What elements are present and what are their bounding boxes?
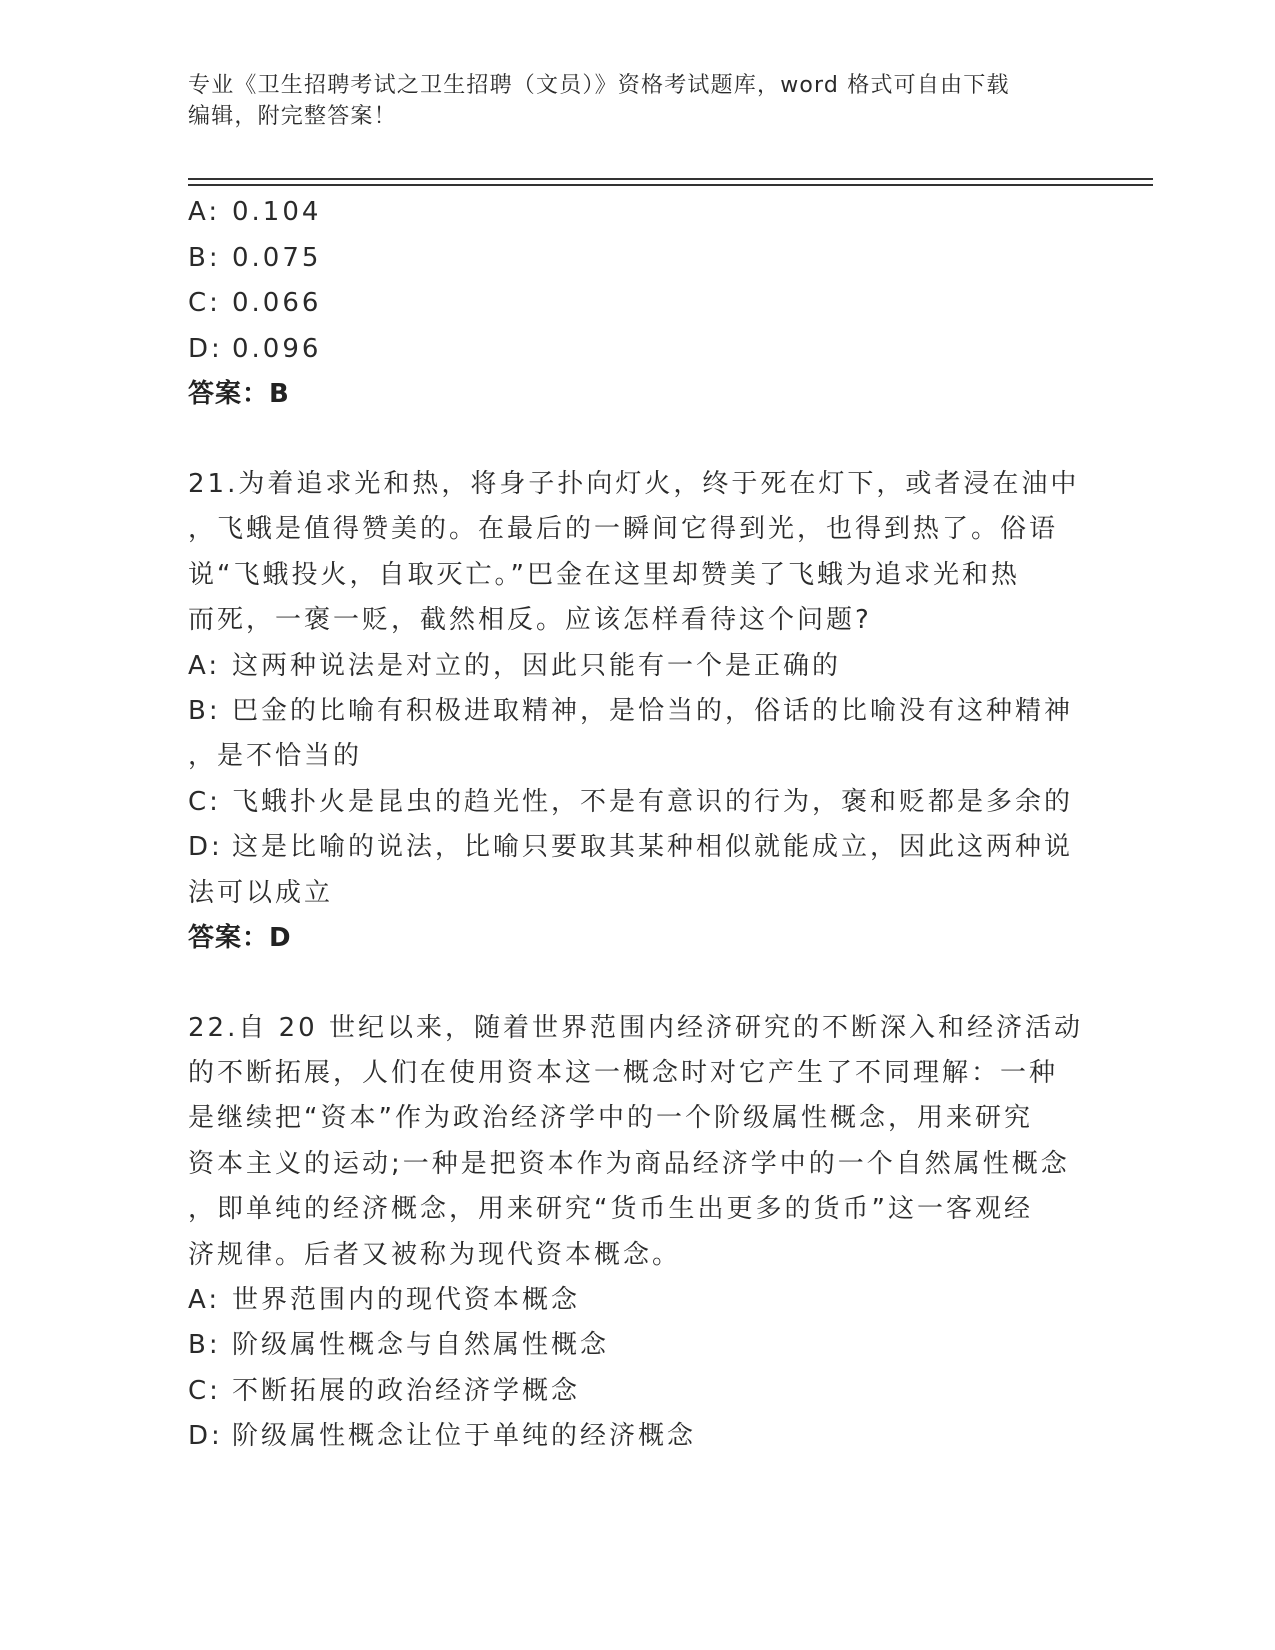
option-d <box>188 1414 1088 1459</box>
option-a <box>188 1278 1088 1323</box>
option-d <box>188 825 1088 870</box>
option-text: 0.066 <box>232 288 322 319</box>
option-b <box>188 236 1088 282</box>
question-stem-line: 资本主义的运动;一种是把资本作为商品经济学中的一个自然属性概念 <box>188 1148 1070 1179</box>
question-20 <box>188 190 1088 418</box>
option-key: D: <box>188 1421 223 1452</box>
question-stem-line: 说“飞蛾投火，自取灭亡。”巴金在这里却赞美了飞蛾为追求光和热 <box>188 559 1020 590</box>
option-key: C: <box>188 288 221 319</box>
header-rule-top <box>188 178 1153 180</box>
option-b <box>188 1323 1088 1368</box>
option-text: 阶级属性概念与自然属性概念 <box>232 1330 610 1361</box>
document-body <box>188 190 1088 1460</box>
option-b <box>188 689 1088 734</box>
option-text: 0.075 <box>232 242 322 273</box>
header-line-2: 编辑，附完整答案！ <box>188 104 397 129</box>
option-c <box>188 1369 1088 1414</box>
question-stem-line: 22.自 20 世纪以来，随着世界范围内经济研究的不断深入和经济活动 <box>188 1012 1083 1043</box>
question-stem-line: 21.为着追求光和热，将身子扑向灯火，终于死在灯下，或者浸在油中 <box>188 468 1080 499</box>
option-text: 世界范围内的现代资本概念 <box>232 1285 581 1316</box>
question-stem-line: 的不断拓展，人们在使用资本这一概念时对它产生了不同理解：一种 <box>188 1058 1059 1089</box>
option-key: B: <box>188 242 221 273</box>
option-text: 这是比喻的说法，比喻只要取其某种相似就能成立，因此这两种说 <box>232 832 1074 863</box>
header-line-1: 专业《卫生招聘考试之卫生招聘（文员）》资格考试题库，word 格式可自由下载 <box>188 73 1010 98</box>
question-stem-line: 而死，一褒一贬，截然相反。应该怎样看待这个问题? <box>188 605 872 636</box>
option-key: B: <box>188 696 221 726</box>
option-text: 巴金的比喻有积极进取精神，是恰当的，俗话的比喻没有这种精神 <box>232 696 1074 726</box>
option-key: A: <box>188 650 221 681</box>
option-c <box>188 281 1088 327</box>
question-stem-line: 是继续把“资本”作为政治经济学中的一个阶级属性概念，用来研究 <box>188 1103 1033 1134</box>
question-22 <box>188 1006 1088 1460</box>
question-stem-line: 济规律。后者又被称为现代资本概念。 <box>188 1239 682 1270</box>
option-text: 不断拓展的政治经济学概念 <box>232 1375 581 1406</box>
option-text: 0.104 <box>232 197 322 227</box>
option-text: 飞蛾扑火是昆虫的趋光性，不是有意识的行为，褒和贬都是多余的 <box>232 786 1074 817</box>
option-a <box>188 190 1088 236</box>
option-text: 0.096 <box>232 333 322 364</box>
option-b-continued: ，是不恰当的 <box>188 741 363 772</box>
question-21 <box>188 462 1088 962</box>
answer-label: 答案：B <box>188 379 290 410</box>
option-key: D: <box>188 832 223 863</box>
document-header <box>188 70 1088 132</box>
option-text: 阶级属性概念让位于单纯的经济概念 <box>232 1421 697 1452</box>
option-c <box>188 780 1088 825</box>
option-key: C: <box>188 1375 221 1406</box>
option-key: D: <box>188 333 223 364</box>
question-stem-line: ，飞蛾是值得赞美的。在最后的一瞬间它得到光，也得到热了。俗语 <box>188 514 1059 545</box>
option-d <box>188 327 1088 373</box>
option-key: A: <box>188 197 221 227</box>
option-key: B: <box>188 1330 221 1361</box>
answer-label: 答案：D <box>188 923 292 954</box>
option-text: 这两种说法是对立的，因此只能有一个是正确的 <box>232 650 842 681</box>
question-stem-line: ，即单纯的经济概念，用来研究“货币生出更多的货币”这一客观经 <box>188 1194 1033 1225</box>
option-key: A: <box>188 1285 221 1316</box>
option-d-continued: 法可以成立 <box>188 877 334 908</box>
option-key: C: <box>188 786 221 817</box>
header-rule-bottom <box>188 184 1153 186</box>
option-a <box>188 644 1088 689</box>
